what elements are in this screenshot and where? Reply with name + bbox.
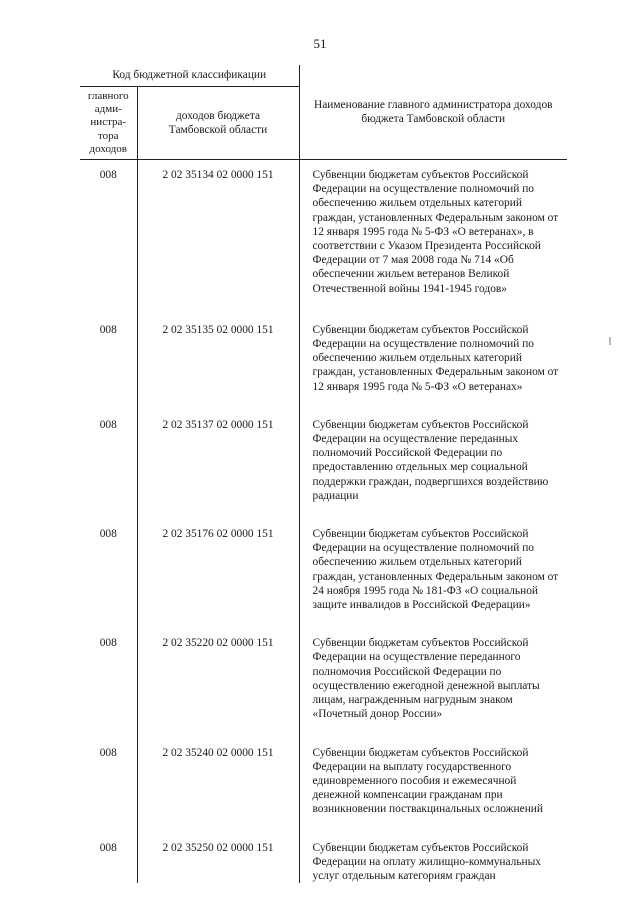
administrator-code-cell: 008 <box>99 418 117 431</box>
income-code-cell: 2 02 35220 02 0000 151 <box>137 612 299 721</box>
column-header-administrator-name: Наименование главного администратора доходов бюджета Тамбовской области <box>299 65 567 160</box>
group-header-budget-classification-code: Код бюджетной классификации <box>80 65 299 87</box>
column-header-income-code: доходов бюджета Тамбовской области <box>137 87 299 160</box>
table-row <box>80 817 567 884</box>
table-row <box>80 394 567 503</box>
income-code-cell: 2 02 35240 02 0000 151 <box>137 722 299 817</box>
administrator-code-cell: 008 <box>99 169 117 181</box>
budget-classification-table <box>80 65 567 883</box>
page-number: 51 <box>313 36 327 51</box>
income-name-cell: Субвенции бюджетам субъектов Российской Федерации на выплату государственного единовременного пособия и ежемесячной денежной компенсации гражданам при возникновении поствакцинальных осложнений <box>312 746 543 816</box>
table-body <box>80 160 567 884</box>
table-header <box>80 65 567 160</box>
administrator-code-cell: 008 <box>99 323 117 336</box>
table-row <box>80 296 567 394</box>
table-row <box>80 612 567 721</box>
administrator-code-cell: 008 <box>99 637 117 650</box>
income-code-cell: 2 02 35176 02 0000 151 <box>137 503 299 612</box>
income-code-cell: 2 02 35137 02 0000 151 <box>137 394 299 503</box>
income-name-cell: Субвенции бюджетам субъектов Российской Федерации на осуществление полномочий по обеспечению жильем отдельных категорий граждан, установленных Федеральным законом от 12 января 1995 года № 5-ФЗ «О ветеранах», в соответствии с Указом Президента Российской Федерации от 7 мая 2008 года № 714 «Об обеспечении жильем ветеранов Великой Отечественной войны 1941-1945 годов» <box>312 169 559 295</box>
administrator-code-cell: 008 <box>99 841 117 854</box>
income-name-cell: Субвенции бюджетам субъектов Российской Федерации на осуществление полномочий по обеспечению жильем отдельных категорий граждан, установленных Федеральным законом от 24 ноября 1995 года № 181-ФЗ «О социальной защите инвалидов в Российской Федерации» <box>312 528 559 612</box>
income-name-cell: Субвенции бюджетам субъектов Российской Федерации на осуществление переданных полномочий Российской Федерации по предоставлению отдельных мер социальной поддержки граждан, подвергшихся воздействию радиации <box>312 418 549 502</box>
income-code-cell: 2 02 35250 02 0000 151 <box>137 817 299 884</box>
income-name-cell: Субвенции бюджетам субъектов Российской Федерации на осуществление переданного полномочия Российской Федерации по осуществлению ежегодной денежной выплаты лицам, награжденным нагрудным знаком «Почетный донор России» <box>312 637 540 721</box>
income-name-cell: Субвенции бюджетам субъектов Российской Федерации на оплату жилищно-коммунальных услуг отдельным категориям граждан <box>312 841 541 882</box>
administrator-code-cell: 008 <box>99 746 117 759</box>
income-code-cell: 2 02 35134 02 0000 151 <box>137 160 299 296</box>
margin-mark <box>609 337 611 345</box>
income-name-cell: Субвенции бюджетам субъектов Российской Федерации на осуществление полномочий по обеспечению жильем отдельных категорий граждан, установленных Федеральным законом от 12 января 1995 года № 5-ФЗ «О ветеранах» <box>312 323 559 393</box>
income-code-cell: 2 02 35135 02 0000 151 <box>137 296 299 394</box>
table-row <box>80 503 567 612</box>
table-row <box>80 722 567 817</box>
column-header-main-administrator: главного адми- нистра- тора доходов <box>80 87 137 160</box>
administrator-code-cell: 008 <box>99 528 117 541</box>
table-row <box>80 160 567 296</box>
